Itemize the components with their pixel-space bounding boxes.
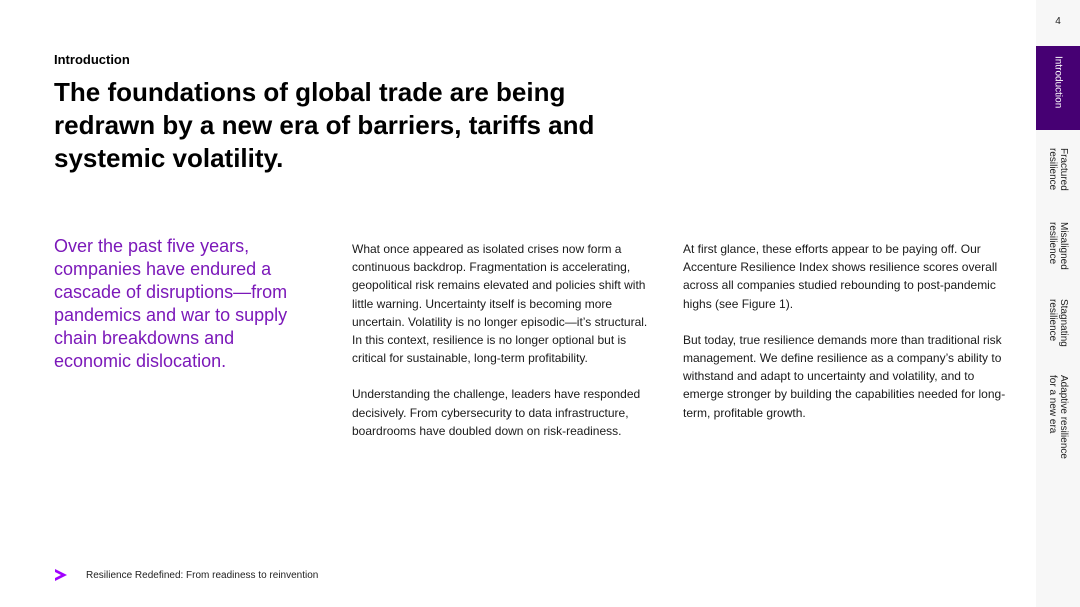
page-headline: The foundations of global trade are being redrawn by a new era of barriers, tariffs and systemic volatility. <box>54 77 595 173</box>
nav-tab-misaligned-resilience[interactable] <box>1036 212 1080 286</box>
paragraph: But today, true resilience demands more than traditional risk management. We define resilience as a company’s ability to withstand and adapt to uncertainty and volatility, and to emerge stronger by building the capabilities needed for long-term, profitable growth. <box>683 332 1006 420</box>
nav-tab-label: Misaligned resilience <box>1047 222 1069 270</box>
section-eyebrow: Introduction <box>54 52 130 67</box>
pull-quote: Over the past five years, companies have endured a cascade of disruptions—from pandemics and war to supply chain breakdowns and economic dislocation. <box>54 236 288 371</box>
paragraph: Understanding the challenge, leaders have responded decisively. From cybersecurity to data infrastructure, boardrooms have doubled down on risk-readiness. <box>352 387 641 438</box>
nav-tab-label: Stagnating resilience <box>1047 299 1069 347</box>
nav-tab-label: Introduction <box>1052 56 1064 109</box>
footer <box>54 568 318 582</box>
nav-tab-label: Fractured resilience <box>1047 148 1069 191</box>
nav-tab-label: Adaptive resilience for a new era <box>1047 375 1069 459</box>
nav-tab-stagnating-resilience[interactable] <box>1036 289 1080 365</box>
footer-title: Resilience Redefined: From readiness to reinvention <box>86 569 319 581</box>
paragraph: At first glance, these efforts appear to be paying off. Our Accenture Resilience Index shows resilience scores overall across all companies studied rebounding to post-pandemic highs (see Figure 1). <box>683 242 998 311</box>
accenture-chevron-icon <box>54 568 68 582</box>
nav-tab-introduction[interactable] <box>1036 46 1080 130</box>
body-column-2 <box>683 240 1013 440</box>
paragraph: What once appeared as isolated crises now form a continuous backdrop. Fragmentation is accelerating, geopolitical risk remains elevated and policies shift with little warning. Uncertainty itself is becoming more uncertain. Volatility is no longer episodic—it’s structural. In this context, resilience is no longer optional but is critical for sustainable, long-term profitability. <box>352 242 648 366</box>
nav-tab-fractured-resilience[interactable] <box>1036 138 1080 208</box>
page-number: 4 <box>1055 16 1061 27</box>
nav-tab-adaptive-resilience[interactable] <box>1036 365 1080 475</box>
body-column-1 <box>352 240 652 458</box>
section-nav-rail <box>1036 0 1080 607</box>
